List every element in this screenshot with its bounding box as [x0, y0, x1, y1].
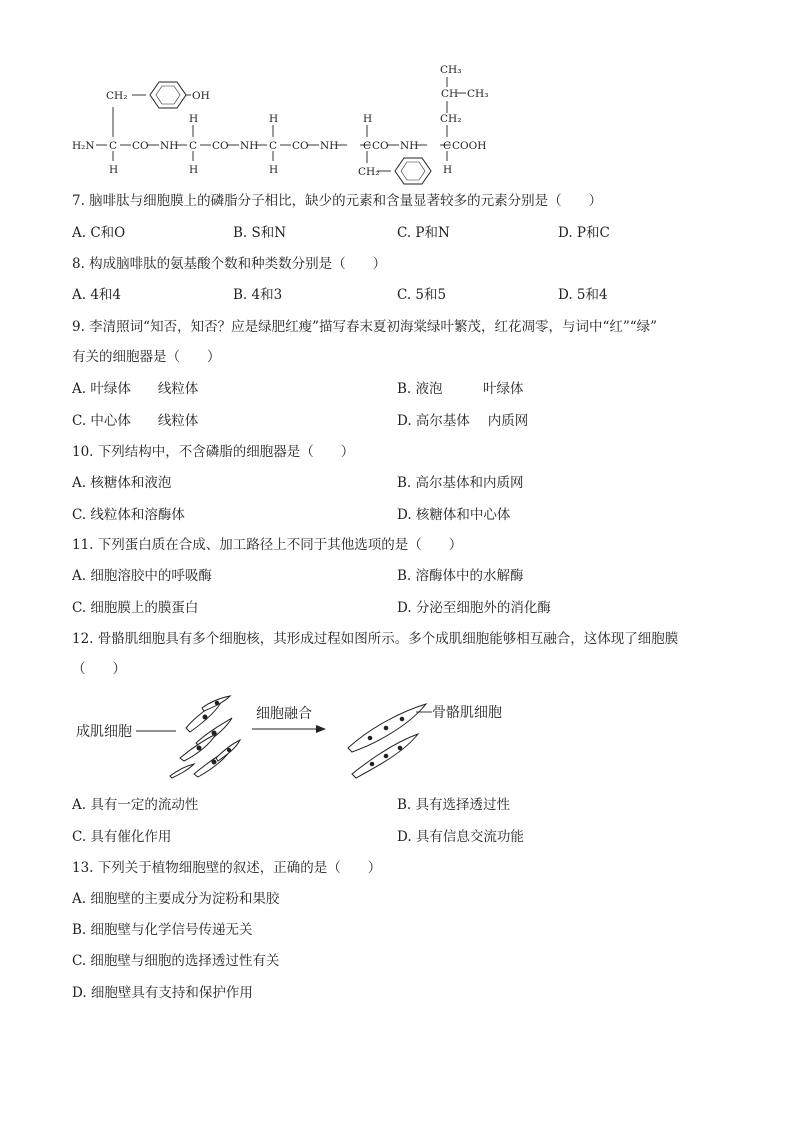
myoblast-label: 成肌细胞 [76, 724, 132, 740]
formula-h-bottom-3: H [269, 164, 279, 176]
formula-nh4: NH [400, 140, 419, 152]
question-11-option-b[interactable]: B. 溶酶体中的水解酶 [397, 568, 524, 584]
formula-h-top-4: H [363, 113, 373, 125]
formula-leu-ch: CH [441, 88, 459, 100]
question-12-option-d[interactable]: D. 具有信息交流功能 [397, 829, 524, 845]
formula-leu-ch2: CH₂ [440, 113, 462, 125]
formula-nh2: NH [240, 140, 259, 152]
question-10-option-b[interactable]: B. 高尔基体和内质网 [397, 475, 524, 491]
formula-co4: CO [372, 140, 389, 152]
formula-cooh: COOH [452, 140, 487, 152]
formula-nh3: NH [320, 140, 339, 152]
question-13-option-d[interactable]: D. 细胞壁具有支持和保护作用 [72, 985, 253, 1001]
question-7-option-c[interactable]: C. P和N [397, 225, 450, 241]
question-11-stem: 11. 下列蛋白质在合成、加工路径上不同于其他选项的是（ ） [72, 537, 463, 553]
question-8-option-b[interactable]: B. 4和3 [233, 287, 283, 303]
question-8-option-a[interactable]: A. 4和4 [72, 287, 122, 303]
question-12-stem-line2: （ ） [72, 661, 126, 677]
formula-phe-ch2: CH₂ [358, 166, 380, 178]
question-9-option-c[interactable]: C. 中心体 线粒体 [72, 413, 199, 429]
cell-fusion-figure [70, 688, 530, 788]
question-7-stem: 7. 脑啡肽与细胞膜上的磷脂分子相比，缺少的元素和含量显著较多的元素分别是（ ） [72, 193, 603, 209]
skeletal-muscle-label: 骨骼肌细胞 [432, 705, 502, 721]
question-9-option-b[interactable]: B. 液泡 叶绿体 [397, 381, 524, 397]
question-8-option-c[interactable]: C. 5和5 [397, 287, 447, 303]
formula-c2: C [189, 140, 198, 152]
question-13-option-b[interactable]: B. 细胞壁与化学信号传递无关 [72, 922, 253, 938]
question-9-stem-line2: 有关的细胞器是（ ） [72, 349, 221, 365]
question-11-option-c[interactable]: C. 细胞膜上的膜蛋白 [72, 600, 199, 616]
formula-h-bottom-2: H [189, 164, 199, 176]
question-9-stem-line1: 9. 李清照词“知否，知否？应是绿肥红瘦”描写春末夏初海棠绿叶繁茂，红花凋零，与词中“红”“绿” [72, 319, 658, 335]
formula-h-bottom-5: H [443, 164, 453, 176]
question-11-option-d[interactable]: D. 分泌至细胞外的消化酶 [397, 600, 551, 616]
skeletal-muscle-fibers [348, 704, 426, 778]
formula-h2n: H₂N [72, 140, 95, 152]
formula-co3: CO [292, 140, 309, 152]
formula-h-top-3: H [269, 113, 279, 125]
question-10-stem: 10. 下列结构中，不含磷脂的细胞器是（ ） [72, 444, 355, 460]
question-12-option-b[interactable]: B. 具有选择透过性 [397, 797, 511, 813]
myoblast-cells [170, 696, 240, 778]
question-10-option-d[interactable]: D. 核糖体和中心体 [397, 507, 511, 523]
question-7-option-a[interactable]: A. C和O [72, 225, 126, 241]
question-13-option-a[interactable]: A. 细胞壁的主要成分为淀粉和果胶 [72, 891, 280, 907]
question-7-option-b[interactable]: B. S和N [233, 225, 287, 241]
formula-h-bottom-1: H [109, 164, 119, 176]
formula-tyr-ch2: CH₂ [106, 90, 128, 102]
enkephalin-structural-formula [60, 55, 530, 190]
formula-h-top-2: H [189, 113, 199, 125]
question-12-option-a[interactable]: A. 具有一定的流动性 [72, 797, 199, 813]
question-10-option-a[interactable]: A. 核糖体和液泡 [72, 475, 172, 491]
fusion-arrow-label: 细胞融合 [256, 706, 312, 722]
question-13-stem: 13. 下列关于植物细胞壁的叙述，正确的是（ ） [72, 860, 382, 876]
question-11-option-a[interactable]: A. 细胞溶胶中的呼吸酶 [72, 568, 212, 584]
formula-leu-ch3-right: CH₃ [467, 88, 489, 100]
question-8-option-d[interactable]: D. 5和4 [558, 287, 608, 303]
question-10-option-c[interactable]: C. 线粒体和溶酶体 [72, 507, 185, 523]
question-12-stem-line1: 12. 骨骼肌细胞具有多个细胞核，其形成过程如图所示。多个成肌细胞能够相互融合，这体现了细胞膜 [72, 631, 679, 647]
formula-c3: C [269, 140, 278, 152]
formula-co1: CO [132, 140, 149, 152]
formula-oh: OH [192, 90, 210, 102]
question-9-option-d[interactable]: D. 高尔基体 内质网 [397, 413, 529, 429]
question-8-stem: 8. 构成脑啡肽的氨基酸个数和种类数分别是（ ） [72, 256, 387, 272]
question-12-option-c[interactable]: C. 具有催化作用 [72, 829, 172, 845]
formula-c4: C [363, 140, 372, 152]
question-13-option-c[interactable]: C. 细胞壁与细胞的选择透过性有关 [72, 953, 280, 969]
formula-nh1: NH [160, 140, 179, 152]
formula-leu-ch3-top: CH₃ [440, 64, 462, 76]
question-7-option-d[interactable]: D. P和C [558, 225, 610, 241]
formula-c1: C [109, 140, 118, 152]
formula-co2: CO [212, 140, 229, 152]
question-9-option-a[interactable]: A. 叶绿体 线粒体 [72, 381, 199, 397]
formula-c5: C [443, 140, 452, 152]
